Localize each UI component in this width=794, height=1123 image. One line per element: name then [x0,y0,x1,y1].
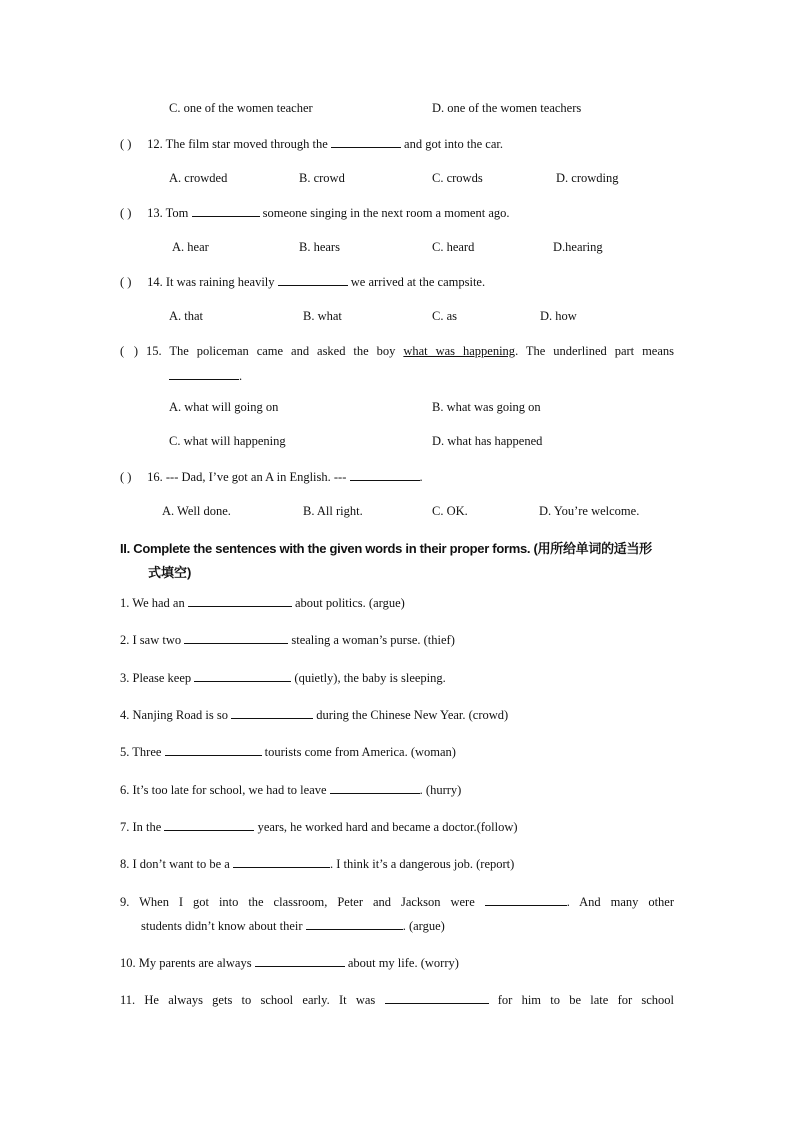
question-text: The policeman came and asked the boy [169,344,396,358]
underlined-phrase: what was happening [403,344,516,358]
answer-blank[interactable] [255,954,345,967]
sentence-text: stealing a woman’s purse. (thief) [291,633,455,647]
question-text: --- Dad, I’ve got an A in English. --- [165,470,347,484]
sentence-text: about politics. (argue) [294,596,405,610]
q13-option-a: A. hear [172,240,209,254]
q16-option-d: D. You’re welcome. [539,504,640,518]
answer-blank[interactable] [194,669,291,682]
q15-option-a: A. what will going on [169,400,279,414]
sentence-text: (quietly), the baby is sleeping. [294,671,446,685]
sentence-text: tourists come from America. (woman) [264,745,456,759]
sentence-5 [120,743,456,760]
q16-option-a: A. Well done. [162,504,231,518]
sentence-text: 8. I don’t want to be a [120,857,230,871]
q12-option-a: A. crowded [169,171,228,185]
question-14 [120,273,485,290]
section-heading-cont: 式填空) [148,565,192,580]
answer-paren[interactable]: ( ) [120,275,132,289]
question-number: 16. [147,470,163,484]
sentence-text: years, he worked hard and became a doctor.(follow) [257,820,518,834]
question-number: 15. [145,344,162,358]
sentence-text: 7. In the [120,820,162,834]
answer-blank[interactable] [485,893,567,906]
answer-blank[interactable] [188,594,292,607]
question-number: 14. [147,275,163,289]
sentence-1 [120,594,405,611]
question-text: . The underlined part means [515,344,675,358]
sentence-text: . (argue) [402,919,445,933]
sentence-text: students didn’t know about their [141,919,303,933]
sentence-text: 3. Please keep [120,671,192,685]
sentence-9-cont [141,917,445,934]
q12-option-d: D. crowding [556,171,619,185]
sentence-text: about my life. (worry) [347,956,459,970]
sentence-text: 2. I saw two [120,633,182,647]
answer-blank[interactable] [169,367,239,380]
q13-option-b: B. hears [299,240,340,254]
q11-option-d: D. one of the women teachers [432,101,582,115]
q16-option-c: C. OK. [432,504,468,518]
sentence-8 [120,855,514,872]
sentence-4 [120,706,508,723]
answer-paren[interactable]: ( ) [120,206,132,220]
sentence-text: 6. It’s too late for school, we had to leave [120,783,327,797]
q13-option-c: C. heard [432,240,475,254]
answer-blank[interactable] [184,631,288,644]
question-text: and got into the car. [404,137,503,151]
question-text: Tom [165,206,189,220]
answer-blank[interactable] [306,917,403,930]
sentence-text: 9. When I got into the classroom, Peter and Jackson were [120,895,475,909]
sentence-3 [120,669,446,686]
q14-option-b: B. what [303,309,342,323]
sentence-text: 11. He always gets to school early. It was [120,993,376,1007]
question-12 [120,135,503,152]
sentence-text: 4. Nanjing Road is so [120,708,228,722]
sentence-10 [120,954,459,971]
sentence-9 [120,893,674,910]
question-15 [120,343,674,359]
answer-blank[interactable] [164,818,254,831]
answer-blank[interactable] [165,743,262,756]
sentence-7 [120,818,518,835]
sentence-text: . And many other [566,895,675,909]
question-number: 12. [147,137,163,151]
q15-option-b: B. what was going on [432,400,541,414]
answer-blank[interactable] [233,855,330,868]
q15-option-d: D. what has happened [432,434,543,448]
q14-option-d: D. how [540,309,577,323]
answer-blank[interactable] [331,135,401,148]
sentence-text: for him to be late for school [497,993,675,1007]
period: . [419,470,423,484]
answer-paren[interactable]: ( ) [120,344,138,358]
sentence-text: . (hurry) [419,783,462,797]
q13-option-d: D.hearing [553,240,603,254]
q14-option-c: C. as [432,309,457,323]
question-15-cont [169,367,242,384]
question-text: The film star moved through the [165,137,328,151]
question-13 [120,204,510,221]
question-number: 13. [147,206,163,220]
sentence-2 [120,631,455,648]
sentence-11 [120,991,674,1008]
question-text: we arrived at the campsite. [350,275,486,289]
question-16 [120,468,423,485]
answer-blank[interactable] [231,706,313,719]
answer-blank[interactable] [278,273,348,286]
q11-option-c: C. one of the women teacher [169,101,313,115]
answer-blank[interactable] [192,204,260,217]
answer-paren[interactable]: ( ) [120,470,132,484]
answer-blank[interactable] [385,991,489,1004]
q14-option-a: A. that [169,309,204,323]
sentence-text: . I think it’s a dangerous job. (report) [329,857,515,871]
q12-option-c: C. crowds [432,171,483,185]
question-text: It was raining heavily [165,275,275,289]
q16-option-b: B. All right. [303,504,363,518]
answer-blank[interactable] [330,781,420,794]
section-heading: II. Complete the sentences with the given words in their proper forms. (用所给单词的适当形 [120,541,652,556]
sentence-6 [120,781,461,798]
answer-paren[interactable]: ( ) [120,137,132,151]
q15-option-c: C. what will happening [169,434,286,448]
answer-blank[interactable] [350,468,420,481]
sentence-text: 1. We had an [120,596,185,610]
period: . [239,369,243,383]
q12-option-b: B. crowd [299,171,345,185]
sentence-text: 5. Three [120,745,162,759]
sentence-text: during the Chinese New Year. (crowd) [316,708,509,722]
sentence-text: 10. My parents are always [120,956,252,970]
question-text: someone singing in the next room a moment ago. [262,206,510,220]
